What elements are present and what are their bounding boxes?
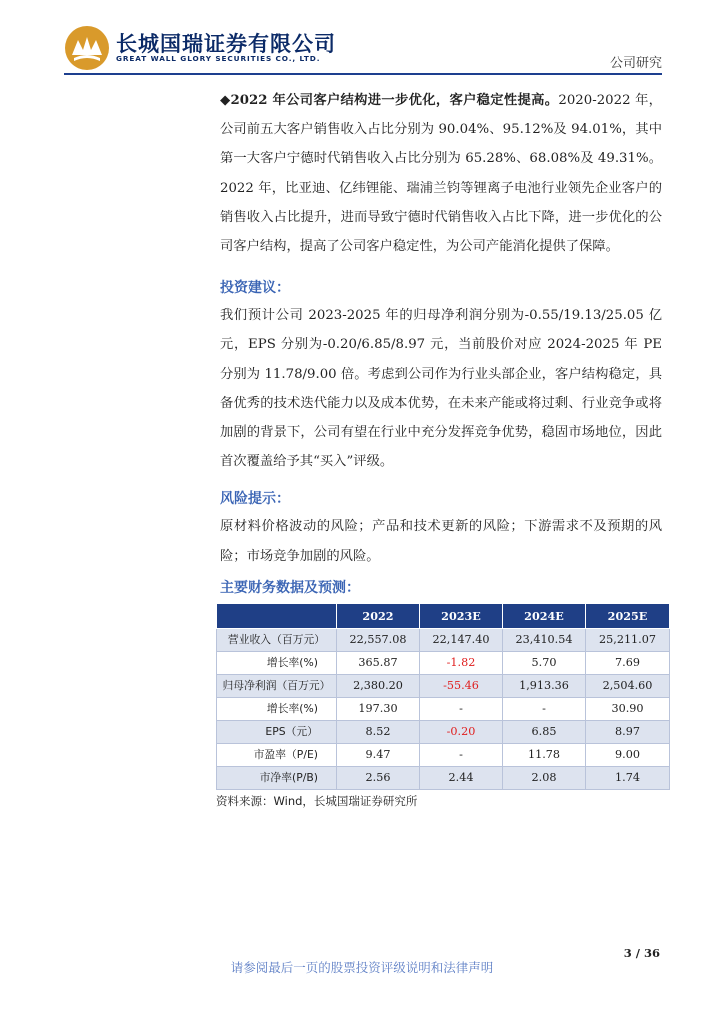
table-cell: 5.70	[503, 651, 586, 674]
table-cell: 7.69	[586, 651, 670, 674]
legal-disclaimer-note: 请参阅最后一页的股票投资评级说明和法律声明	[230, 960, 494, 975]
table-cell: 22,557.08	[337, 628, 420, 651]
table-cell: -0.20	[420, 720, 503, 743]
header-divider	[64, 73, 662, 75]
table-cell: 9.00	[586, 743, 670, 766]
investment-paragraph: 我们预计公司 2023-2025 年的归母净利润分别为-0.55/19.13/25.05 亿元，EPS 分别为-0.20/6.85/8.97 元，当前股价对应 2024-2025 年 PE 分别为 11.78/9.00 倍。考虑到公司作为行业头部企业，客户结构稳定，具备优秀的技术迭代能力以及成本优势，在未来产能或将过剩、行业竞争或将加剧的背景下，公司有望在行业中充分发挥竞争优势，稳固市场地位，因此首次覆盖给予其“买入”评级。	[220, 308, 662, 470]
table-header-row	[217, 603, 670, 628]
row-label: 增长率(%)	[217, 697, 337, 720]
company-name-en: GREAT WALL GLORY SECURITIES CO., LTD.	[116, 54, 321, 63]
row-label: 归母净利润（百万元）	[217, 674, 337, 697]
table-header-cell: 2022	[337, 603, 420, 628]
table-row	[217, 766, 670, 789]
page-header	[0, 0, 724, 80]
row-label: 营业收入（百万元）	[217, 628, 337, 651]
table-cell: 2,504.60	[586, 674, 670, 697]
table-row	[217, 628, 670, 651]
table-cell: 23,410.54	[503, 628, 586, 651]
table-header-cell: 2023E	[420, 603, 503, 628]
company-logo-icon	[64, 25, 110, 71]
table-cell: 365.87	[337, 651, 420, 674]
financial-table	[216, 603, 670, 790]
page-number: 3 / 36	[623, 946, 660, 960]
risk-paragraph: 原材料价格波动的风险；产品和技术更新的风险；下游需求不及预期的风险；市场竞争加剧的风险。	[220, 519, 662, 564]
table-cell: 8.52	[337, 720, 420, 743]
table-row	[217, 743, 670, 766]
table-cell: -	[420, 743, 503, 766]
table-cell: 25,211.07	[586, 628, 670, 651]
table-row	[217, 651, 670, 674]
customer-structure-body: 2020-2022 年，公司前五大客户销售收入占比分别为 90.04%、95.12%及 94.01%，其中第一大客户宁德时代销售收入占比分别为 65.28%、68.08%及 49.31%。2022 年，比亚迪、亿纬锂能、瑞浦兰钧等锂离子电池行业领先企业客户的销售收入占比提升，进而导致宁德时代销售收入占比下降，进一步优化的公司客户结构，提高了公司客户稳定性，为公司产能消化提供了保障。	[220, 93, 662, 255]
table-row	[217, 674, 670, 697]
company-name-cn: 长城国瑞证券有限公司	[116, 32, 336, 56]
table-cell: 22,147.40	[420, 628, 503, 651]
table-cell: 2.44	[420, 766, 503, 789]
table-cell: -1.82	[420, 651, 503, 674]
table-cell: 2.08	[503, 766, 586, 789]
customer-structure-lead: ◆2022 年公司客户结构进一步优化，客户稳定性提高。	[220, 93, 559, 108]
table-cell: 11.78	[503, 743, 586, 766]
table-cell: -55.46	[420, 674, 503, 697]
table-cell: 1.74	[586, 766, 670, 789]
risk-title: 风险提示：	[220, 491, 290, 508]
table-header-cell: 2024E	[503, 603, 586, 628]
table-cell: 30.90	[586, 697, 670, 720]
table-cell: 1,913.36	[503, 674, 586, 697]
table-cell: 2,380.20	[337, 674, 420, 697]
table-cell: -	[503, 697, 586, 720]
table-cell: 8.97	[586, 720, 670, 743]
table-cell: 197.30	[337, 697, 420, 720]
table-header-cell: 2025E	[586, 603, 670, 628]
table-cell: -	[420, 697, 503, 720]
table-row	[217, 720, 670, 743]
table-cell: 9.47	[337, 743, 420, 766]
row-label: 增长率(%)	[217, 651, 337, 674]
main-content	[216, 86, 662, 809]
financials-title: 主要财务数据及预测：	[220, 579, 360, 596]
table-header-cell	[217, 603, 337, 628]
table-row	[217, 697, 670, 720]
row-label: 市净率(P/B)	[217, 766, 337, 789]
table-source-note: 资料来源：Wind，长城国瑞证券研究所	[216, 793, 418, 808]
investment-title: 投资建议：	[220, 280, 290, 297]
report-type: 公司研究	[609, 56, 662, 71]
table-cell: 2.56	[337, 766, 420, 789]
row-label: 市盈率（P/E)	[217, 743, 337, 766]
customer-structure-paragraph	[220, 86, 662, 261]
table-cell: 6.85	[503, 720, 586, 743]
row-label: EPS（元）	[217, 720, 337, 743]
